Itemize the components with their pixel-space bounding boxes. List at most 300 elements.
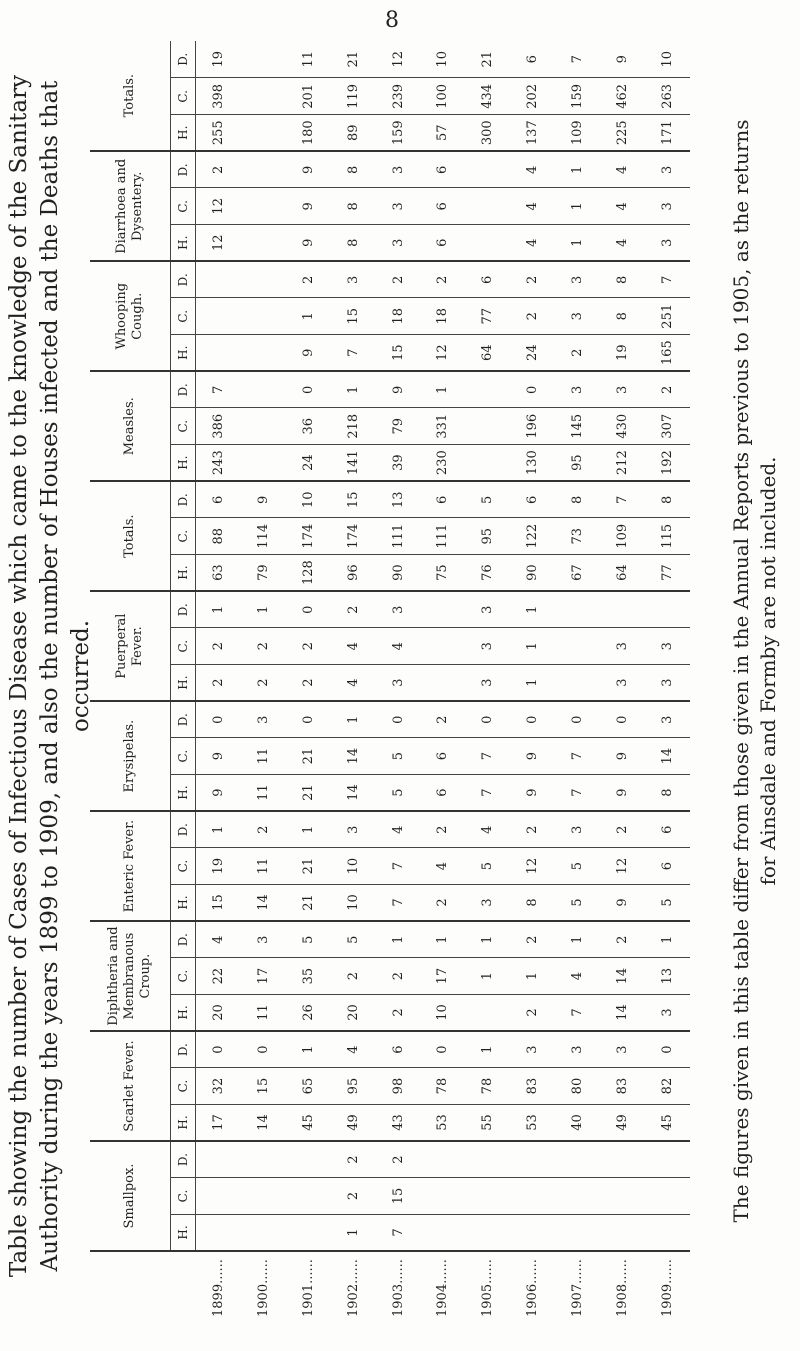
table-cell: 24 [510, 335, 555, 372]
table-cell [465, 1141, 510, 1178]
table-cell: 4 [331, 628, 376, 665]
year-cell: 1906...... [525, 1259, 541, 1317]
sub-header: D. [171, 371, 196, 408]
table-cell: 21 [465, 41, 510, 78]
table-cell: 11 [241, 774, 286, 811]
table-cell [465, 151, 510, 188]
table-row [196, 41, 241, 1321]
table-cell: 165 [645, 335, 690, 372]
table-cell: 2 [421, 811, 466, 848]
table-cell: 88 [196, 518, 241, 555]
table-cell [645, 1214, 690, 1251]
table-cell: 2 [286, 665, 331, 702]
table-cell: 180 [286, 115, 331, 152]
footnote [728, 71, 782, 1271]
table-cell: 1 [196, 591, 241, 628]
table-cell: 95 [465, 518, 510, 555]
table-row [555, 41, 600, 1321]
table-cell: 9 [286, 225, 331, 262]
table-cell: 14 [241, 1104, 286, 1141]
table-cell [645, 1178, 690, 1215]
table-cell: 9 [196, 738, 241, 775]
table-cell [421, 628, 466, 665]
year-cell: 1905...... [480, 1259, 496, 1317]
table-cell: 77 [645, 555, 690, 592]
table-cell: 1 [555, 188, 600, 225]
table-cell [555, 591, 600, 628]
table-cell [241, 1141, 286, 1178]
year-cell: 1909...... [660, 1259, 676, 1317]
table-cell: 3 [645, 225, 690, 262]
table-cell: 2 [555, 335, 600, 372]
table-cell: 6 [645, 848, 690, 885]
table-cell: 12 [421, 335, 466, 372]
table-cell: 83 [510, 1068, 555, 1105]
table-cell: 90 [376, 555, 421, 592]
table-cell: 8 [645, 481, 690, 518]
table-cell: 1 [510, 591, 555, 628]
table-cell: 7 [555, 41, 600, 78]
table-cell: 3 [645, 994, 690, 1031]
table-cell: 130 [510, 445, 555, 482]
table-cell: 0 [196, 1031, 241, 1068]
table-cell: 7 [600, 481, 645, 518]
table-cell: 128 [286, 555, 331, 592]
table-cell: 12 [600, 848, 645, 885]
table-cell: 119 [331, 78, 376, 115]
table-cell: 8 [600, 261, 645, 298]
table-cell [465, 371, 510, 408]
table-cell: 4 [600, 225, 645, 262]
table-cell: 64 [465, 335, 510, 372]
table-cell: 2 [421, 884, 466, 921]
table-cell: 17 [241, 958, 286, 995]
table-cell: 4 [510, 225, 555, 262]
table-cell: 2 [196, 151, 241, 188]
table-cell: 7 [555, 994, 600, 1031]
table-cell [241, 261, 286, 298]
table-cell: 141 [331, 445, 376, 482]
table-cell: 53 [510, 1104, 555, 1141]
year-cell: 1902...... [345, 1259, 361, 1317]
table-cell: 4 [376, 811, 421, 848]
table-cell: 14 [600, 994, 645, 1031]
table-cell: 20 [196, 994, 241, 1031]
table-cell: 7 [465, 738, 510, 775]
table-cell: 21 [286, 884, 331, 921]
table-cell: 9 [600, 738, 645, 775]
table-cell: 230 [421, 445, 466, 482]
table-cell: 3 [555, 811, 600, 848]
table-cell [286, 1141, 331, 1178]
table-cell: 3 [600, 628, 645, 665]
table-cell: 3 [645, 701, 690, 738]
table-cell [241, 1178, 286, 1215]
year-cell: 1903...... [390, 1259, 406, 1317]
table-cell: 49 [331, 1104, 376, 1141]
table-cell: 65 [286, 1068, 331, 1105]
year-cell: 1900...... [255, 1259, 271, 1317]
sub-header: D. [171, 921, 196, 958]
sub-header: C. [171, 1178, 196, 1215]
table-cell: 7 [376, 884, 421, 921]
table-cell [241, 335, 286, 372]
table-cell: 3 [331, 261, 376, 298]
table-cell: 0 [555, 701, 600, 738]
table-cell: 3 [645, 188, 690, 225]
table-cell: 39 [376, 445, 421, 482]
table-cell: 11 [241, 848, 286, 885]
table-cell: 73 [555, 518, 600, 555]
table-cell: 98 [376, 1068, 421, 1105]
table-cell: 8 [600, 298, 645, 335]
table-cell: 4 [510, 151, 555, 188]
table-cell: 300 [465, 115, 510, 152]
table-cell: 2 [376, 958, 421, 995]
table-cell: 14 [331, 738, 376, 775]
table-cell: 4 [376, 628, 421, 665]
sub-header: C. [171, 738, 196, 775]
table-cell: 2 [421, 701, 466, 738]
sub-header: H. [171, 774, 196, 811]
table-cell: 17 [421, 958, 466, 995]
table-cell [510, 1141, 555, 1178]
table-cell: 8 [331, 188, 376, 225]
table-cell: 77 [465, 298, 510, 335]
table-cell: 1 [645, 921, 690, 958]
table-cell: 174 [286, 518, 331, 555]
table-cell: 1 [421, 921, 466, 958]
table-cell: 111 [421, 518, 466, 555]
table-cell: 64 [600, 555, 645, 592]
table-cell: 43 [376, 1104, 421, 1141]
table-cell: 10 [331, 848, 376, 885]
table-cell: 82 [645, 1068, 690, 1105]
table-cell: 6 [645, 811, 690, 848]
table-cell: 2 [510, 298, 555, 335]
table-cell: 4 [421, 848, 466, 885]
table-cell: 263 [645, 78, 690, 115]
table-cell: 3 [465, 591, 510, 628]
table-cell: 79 [376, 408, 421, 445]
table-cell [241, 151, 286, 188]
table-cell: 8 [510, 884, 555, 921]
table-cell: 3 [600, 371, 645, 408]
table-cell: 9 [600, 41, 645, 78]
table-cell: 7 [376, 848, 421, 885]
table-cell: 109 [555, 115, 600, 152]
table-cell: 0 [465, 701, 510, 738]
table-cell: 6 [421, 225, 466, 262]
table-cell [241, 78, 286, 115]
table-cell: 14 [331, 774, 376, 811]
table-cell: 4 [600, 151, 645, 188]
table-cell: 4 [331, 1031, 376, 1068]
table-cell: 3 [555, 261, 600, 298]
title-line-1: Table showing the number of Cases of Infectious Disease which came to the knowledge of the Sanitary [6, 74, 32, 1278]
table-cell: 462 [600, 78, 645, 115]
infectious-disease-table [90, 41, 690, 1321]
table-cell [241, 225, 286, 262]
table-cell: 90 [510, 555, 555, 592]
table-cell [465, 445, 510, 482]
sub-header: H. [171, 994, 196, 1031]
table-cell: 9 [510, 774, 555, 811]
table-cell: 19 [600, 335, 645, 372]
table-cell [241, 41, 286, 78]
table-cell: 0 [645, 1031, 690, 1068]
table-cell: 5 [465, 481, 510, 518]
sub-header: D. [171, 151, 196, 188]
table-cell [510, 1214, 555, 1251]
table-row [600, 41, 645, 1321]
table-row [241, 41, 286, 1321]
table-cell: 2 [510, 921, 555, 958]
table-cell: 3 [376, 225, 421, 262]
table-cell: 18 [421, 298, 466, 335]
table-cell [555, 1141, 600, 1178]
table-cell: 3 [331, 811, 376, 848]
table-cell: 3 [465, 884, 510, 921]
table-cell: 1 [465, 958, 510, 995]
table-cell: 2 [241, 665, 286, 702]
table-cell [421, 1178, 466, 1215]
table-cell: 192 [645, 445, 690, 482]
table-cell: 3 [241, 701, 286, 738]
table-cell: 95 [331, 1068, 376, 1105]
table-cell: 225 [600, 115, 645, 152]
table-row [421, 41, 466, 1321]
table-cell: 45 [286, 1104, 331, 1141]
table-row [465, 41, 510, 1321]
table-cell: 6 [421, 738, 466, 775]
sub-header: H. [171, 115, 196, 152]
table-cell: 21 [286, 774, 331, 811]
table-cell: 3 [376, 188, 421, 225]
sub-header: C. [171, 848, 196, 885]
table-cell [600, 591, 645, 628]
group-header: Diphtheria and Membranous Croup. [90, 921, 171, 1031]
table-cell: 15 [331, 481, 376, 518]
table-cell: 4 [510, 188, 555, 225]
table-cell: 4 [555, 958, 600, 995]
table-cell: 115 [645, 518, 690, 555]
table-cell: 218 [331, 408, 376, 445]
table-cell [241, 188, 286, 225]
group-header: Totals. [90, 41, 171, 151]
table-cell: 6 [421, 481, 466, 518]
table-cell: 2 [286, 261, 331, 298]
table-cell: 13 [376, 481, 421, 518]
group-header: Puerperal Fever. [90, 591, 171, 701]
table-cell: 0 [376, 701, 421, 738]
sub-header: D. [171, 701, 196, 738]
table-cell: 4 [331, 665, 376, 702]
table-cell: 3 [555, 1031, 600, 1068]
table-cell: 32 [196, 1068, 241, 1105]
table-cell: 3 [555, 298, 600, 335]
table-cell: 2 [421, 261, 466, 298]
sub-header: H. [171, 335, 196, 372]
table-cell [555, 1178, 600, 1215]
table-cell: 3 [600, 1031, 645, 1068]
table-cell [241, 408, 286, 445]
table-cell [600, 1178, 645, 1215]
sub-header-row [171, 41, 196, 1321]
sub-header: H. [171, 445, 196, 482]
page-number: 8 [385, 8, 399, 33]
sub-header: D. [171, 261, 196, 298]
table-cell [465, 188, 510, 225]
table-cell: 9 [600, 774, 645, 811]
year-cell: 1899...... [210, 1259, 226, 1317]
table-cell: 6 [421, 774, 466, 811]
table-cell: 9 [286, 335, 331, 372]
group-header-row [90, 41, 171, 1321]
sub-header: H. [171, 555, 196, 592]
table-cell: 2 [600, 811, 645, 848]
sub-header: C. [171, 628, 196, 665]
group-header: Diarrhoea and Dysentery. [90, 151, 171, 261]
table-cell: 251 [645, 298, 690, 335]
year-cell: 1904...... [435, 1259, 451, 1317]
table-cell: 1 [331, 1214, 376, 1251]
table-cell: 3 [376, 665, 421, 702]
table-cell: 6 [421, 151, 466, 188]
table-cell: 159 [555, 78, 600, 115]
table-cell: 5 [555, 848, 600, 885]
table-cell: 49 [600, 1104, 645, 1141]
table-cell [465, 1214, 510, 1251]
table-cell: 1 [510, 958, 555, 995]
table-cell: 10 [286, 481, 331, 518]
table-cell: 6 [376, 1031, 421, 1068]
table-cell: 430 [600, 408, 645, 445]
table-cell [241, 1214, 286, 1251]
table-cell: 7 [645, 261, 690, 298]
table-cell: 6 [465, 261, 510, 298]
table-cell: 13 [645, 958, 690, 995]
table-cell: 14 [241, 884, 286, 921]
table-cell: 201 [286, 78, 331, 115]
table-cell: 89 [331, 115, 376, 152]
sub-header: H. [171, 665, 196, 702]
table-cell: 9 [241, 481, 286, 518]
table-cell: 0 [421, 1031, 466, 1068]
table-cell: 14 [600, 958, 645, 995]
table-cell [196, 298, 241, 335]
table-cell [465, 1178, 510, 1215]
table-cell: 3 [645, 151, 690, 188]
table-cell: 7 [376, 1214, 421, 1251]
table-cell: 2 [331, 591, 376, 628]
table-cell: 5 [376, 774, 421, 811]
sub-header: D. [171, 811, 196, 848]
table-cell [241, 445, 286, 482]
table-cell: 243 [196, 445, 241, 482]
table-cell: 10 [331, 884, 376, 921]
table-cell [421, 1214, 466, 1251]
table-cell: 1 [510, 665, 555, 702]
table-cell: 76 [465, 555, 510, 592]
footnote-line-1: The figures given in this table differ from those given in the Annual Reports previous to 1905, as the returns [729, 119, 753, 1223]
table-cell: 2 [510, 811, 555, 848]
table-cell: 1 [555, 921, 600, 958]
sub-header: C. [171, 518, 196, 555]
table-cell: 12 [510, 848, 555, 885]
table-cell [421, 591, 466, 628]
table-cell [555, 665, 600, 702]
table-cell: 95 [555, 445, 600, 482]
table-cell: 12 [196, 225, 241, 262]
table-cell: 57 [421, 115, 466, 152]
table-cell: 9 [286, 188, 331, 225]
group-header: Erysipelas. [90, 701, 171, 811]
table-cell: 171 [645, 115, 690, 152]
table-cell: 5 [331, 921, 376, 958]
table-cell [510, 1178, 555, 1215]
sub-header: C. [171, 188, 196, 225]
table-cell: 1 [286, 1031, 331, 1068]
table-cell: 9 [376, 371, 421, 408]
sub-header: C. [171, 958, 196, 995]
table-cell: 159 [376, 115, 421, 152]
table-row [510, 41, 555, 1321]
table-title [4, 51, 97, 1301]
sub-header: H. [171, 1214, 196, 1251]
table-cell: 0 [241, 1031, 286, 1068]
table-cell: 0 [286, 371, 331, 408]
footnote-line-2: for Ainsdale and Formby are not included. [756, 456, 780, 886]
table-cell: 7 [196, 371, 241, 408]
table-cell: 5 [465, 848, 510, 885]
table-cell: 15 [241, 1068, 286, 1105]
table-cell: 2 [331, 958, 376, 995]
table-cell [196, 261, 241, 298]
table-cell [465, 408, 510, 445]
group-header: Scarlet Fever. [90, 1031, 171, 1141]
table-cell [196, 1178, 241, 1215]
table-cell: 22 [196, 958, 241, 995]
sub-header: C. [171, 298, 196, 335]
table-cell: 3 [465, 665, 510, 702]
table-cell: 307 [645, 408, 690, 445]
table-cell: 55 [465, 1104, 510, 1141]
table-cell: 109 [600, 518, 645, 555]
table-cell: 4 [465, 811, 510, 848]
table-cell: 36 [286, 408, 331, 445]
table-cell [196, 1214, 241, 1251]
table-cell: 1 [555, 151, 600, 188]
table-cell: 5 [286, 921, 331, 958]
table-cell: 1 [555, 225, 600, 262]
table-cell: 4 [196, 921, 241, 958]
table-row [286, 41, 331, 1321]
table-cell: 67 [555, 555, 600, 592]
table-cell: 398 [196, 78, 241, 115]
table-cell: 24 [286, 445, 331, 482]
table-cell: 100 [421, 78, 466, 115]
table-cell: 15 [196, 884, 241, 921]
sub-header: D. [171, 1141, 196, 1178]
table-cell: 6 [510, 41, 555, 78]
table-cell: 0 [510, 371, 555, 408]
table-cell [196, 1141, 241, 1178]
table-cell: 3 [376, 151, 421, 188]
table-cell: 2 [241, 628, 286, 665]
table-cell: 45 [645, 1104, 690, 1141]
table-cell: 10 [421, 994, 466, 1031]
